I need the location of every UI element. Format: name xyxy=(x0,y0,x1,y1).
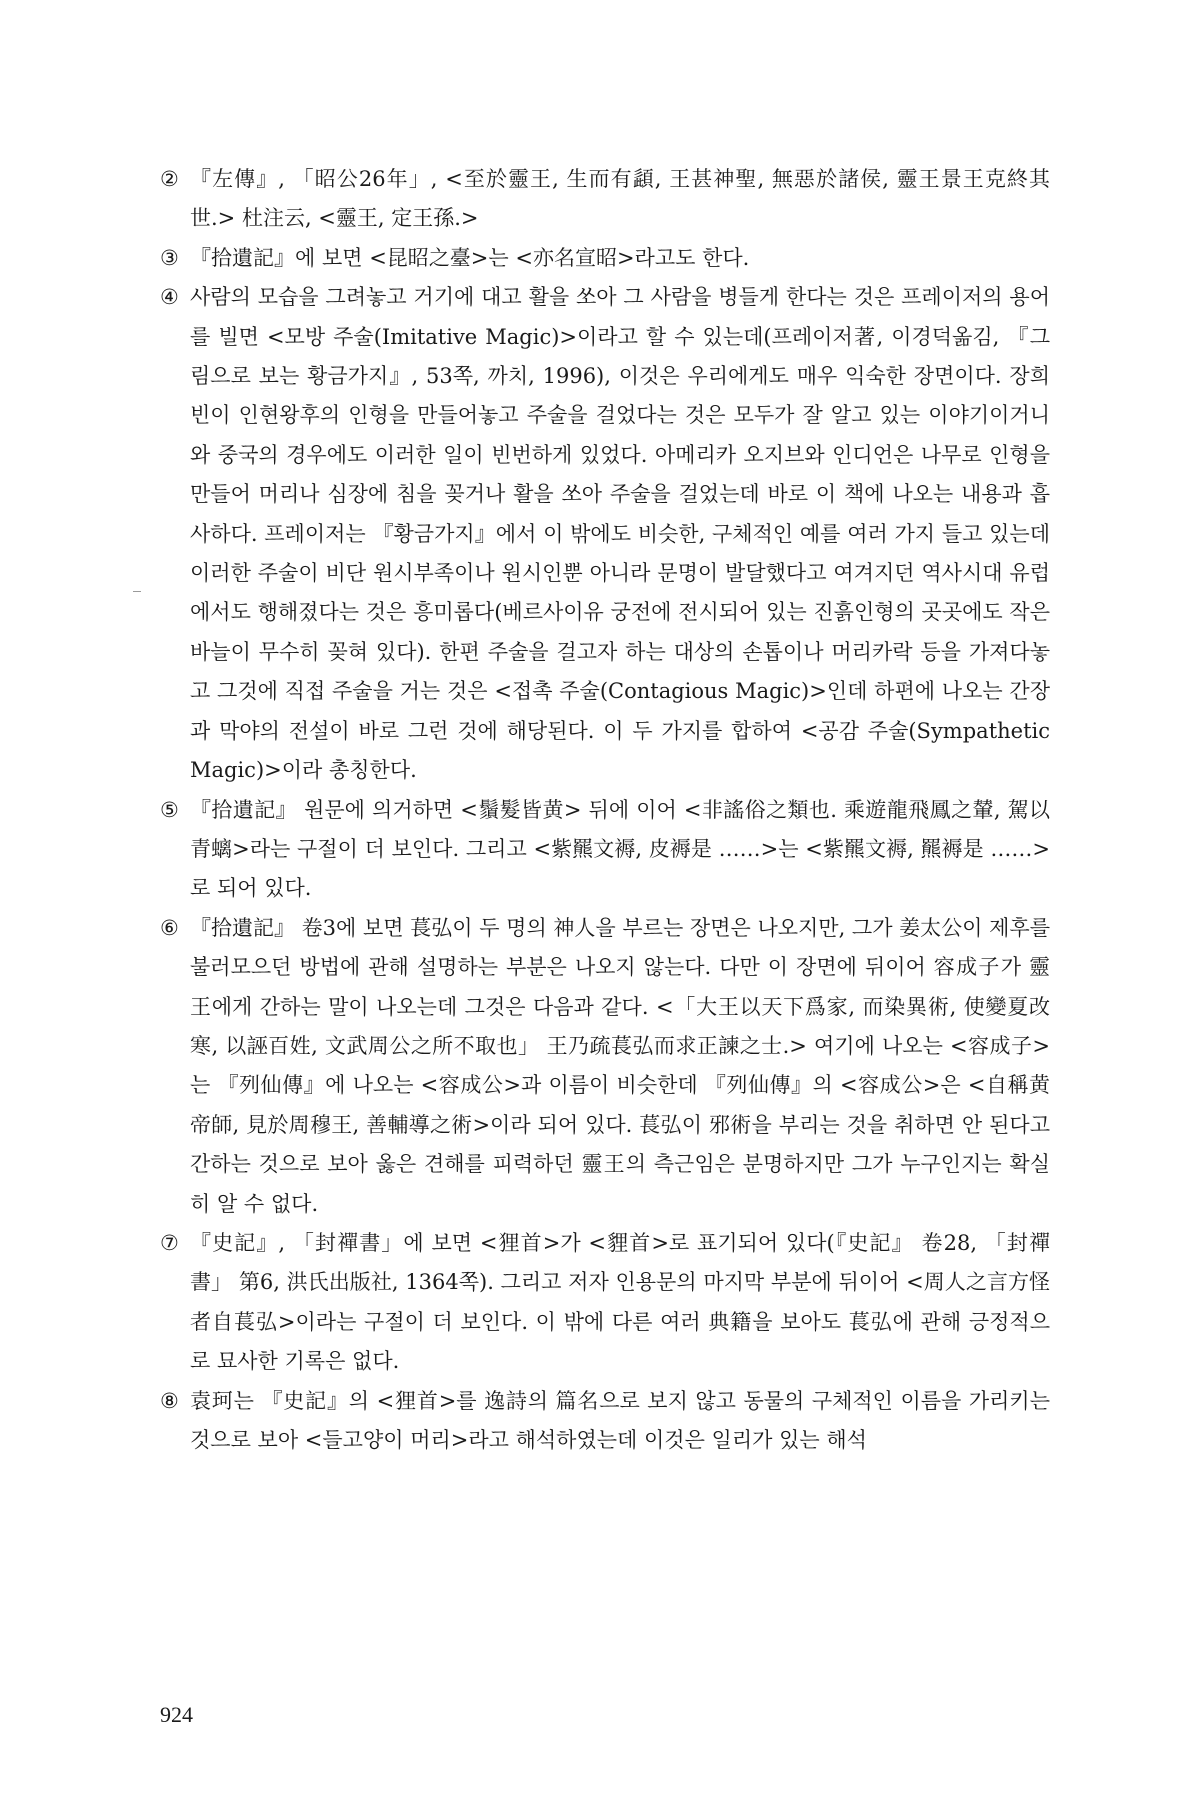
page-number: 924 xyxy=(160,1702,193,1727)
endnote-marker: ④ xyxy=(160,285,179,310)
scan-mark xyxy=(133,591,141,592)
endnote-text: 『史記』, 「封禪書」에 보면 <狸首>가 <貍首>로 표기되어 있다(『史記』 卷28, 「封禪書」 第6, 洪氏出版社, 1364쪽). 그리고 저자 인용문의 마지막 부분에 뒤이어 <周人之言方怪者自萇弘>이라는 구절이 더 보인다. 이 밖에 다른 여러 典籍을 보아도 萇弘에 관해 긍정적으로 묘사한 기록은 없다. xyxy=(190,1230,1050,1374)
endnote xyxy=(160,160,1050,239)
endnote-marker: ⑤ xyxy=(160,797,179,822)
endnote xyxy=(160,1224,1050,1382)
endnote-marker: ⑧ xyxy=(160,1388,179,1413)
endnote-marker: ③ xyxy=(160,245,179,270)
endnote xyxy=(160,1382,1050,1461)
endnotes xyxy=(160,160,1050,1460)
endnote-marker: ② xyxy=(160,167,179,191)
endnote-marker: ⑦ xyxy=(160,1230,179,1255)
endnote xyxy=(160,791,1050,909)
endnote xyxy=(160,278,1050,790)
endnote-text: 袁珂는 『史記』의 <狸首>를 逸詩의 篇名으로 보지 않고 동물의 구체적인 이름을 가리키는 것으로 보아 <들고양이 머리>라고 해석하였는데 이것은 일리가 있는 해석 xyxy=(190,1388,1050,1452)
endnote-text: 『拾遺記』에 보면 <昆昭之臺>는 <亦名宣昭>라고도 한다. xyxy=(190,245,750,270)
endnote-text: 『拾遺記』 卷3에 보면 萇弘이 두 명의 神人을 부르는 장면은 나오지만, 그가 姜太公이 제후를 불러모으던 방법에 관해 설명하는 부분은 나오지 않는다. 다만 이 장면에 뒤이어 容成子가 靈王에게 간하는 말이 나오는데 그것은 다음과 같다. <「大王以天下爲家, 而染異術, 使變夏改寒, 以誣百姓, 文武周公之所不取也」 王乃疏萇弘而求正諫之士.> 여기에 나오는 <容成子>는 『列仙傳』에 나오는 <容成公>과 이름이 비슷한데 『列仙傳』의 <容成公>은 <自稱黄帝師, 見於周穆王, 善輔導之術>이라 되어 있다. 萇弘이 邪術을 부리는 것을 취하면 안 된다고 간하는 것으로 보아 옳은 견해를 피력하던 靈王의 측근임은 분명하지만 그가 누구인지는 확실히 알 수 없다. xyxy=(190,915,1051,1216)
endnote-text: 『拾遺記』 원문에 의거하면 <鬚髮皆黄> 뒤에 이어 <非謠俗之類也. 乘遊龍飛鳳之輦, 駕以青螭>라는 구절이 더 보인다. 그리고 <紫羆文褥, 皮褥是 ……>는 <紫羆文褥, 羆褥是 ……>로 되어 있다. xyxy=(190,797,1050,901)
endnote xyxy=(160,239,1050,278)
endnote-marker: ⑥ xyxy=(160,915,179,940)
endnote-text: 사람의 모습을 그려놓고 거기에 대고 활을 쏘아 그 사람을 병들게 한다는 것은 프레이저의 용어를 빌면 <모방 주술(Imitative Magic)>이라고 할 수 있는데(프레이저著, 이경덕옮김, 『그림으로 보는 황금가지』, 53쪽, 까치, 1996), 이것은 우리에게도 매우 익숙한 장면이다. 장희빈이 인현왕후의 인형을 만들어놓고 주술을 걸었다는 것은 모두가 잘 알고 있는 이야기이거니와 중국의 경우에도 이러한 일이 빈번하게 있었다. 아메리카 오지브와 인디언은 나무로 인형을 만들어 머리나 심장에 침을 꽂거나 활을 쏘아 주술을 걸었는데 바로 이 책에 나오는 내용과 흡사하다. 프레이저는 『황금가지』에서 이 밖에도 비슷한, 구체적인 예를 여러 가지 들고 있는데 이러한 주술이 비단 원시부족이나 원시인뿐 아니라 문명이 발달했다고 여겨지던 역사시대 유럽에서도 행해졌다는 것은 흥미롭다(베르사이유 궁전에 전시되어 있는 진흙인형의 곳곳에도 작은 바늘이 무수히 꽂혀 있다). 한편 주술을 걸고자 하는 대상의 손톱이나 머리카락 등을 가져다놓고 그것에 직접 주술을 거는 것은 <접촉 주술(Contagious Magic)>인데 하편에 나오는 간장과 막야의 전설이 바로 그런 것에 해당된다. 이 두 가지를 합하여 <공감 주술(Sympathetic Magic)>이라 총칭한다. xyxy=(190,285,1050,783)
endnote xyxy=(160,909,1050,1224)
endnote-text: 『左傳』, 「昭公26年」, <至於靈王, 生而有頿, 王甚神聖, 無惡於諸侯, 靈王景王克終其世.> 杜注云, <靈王, 定王孫.> xyxy=(190,167,1050,231)
